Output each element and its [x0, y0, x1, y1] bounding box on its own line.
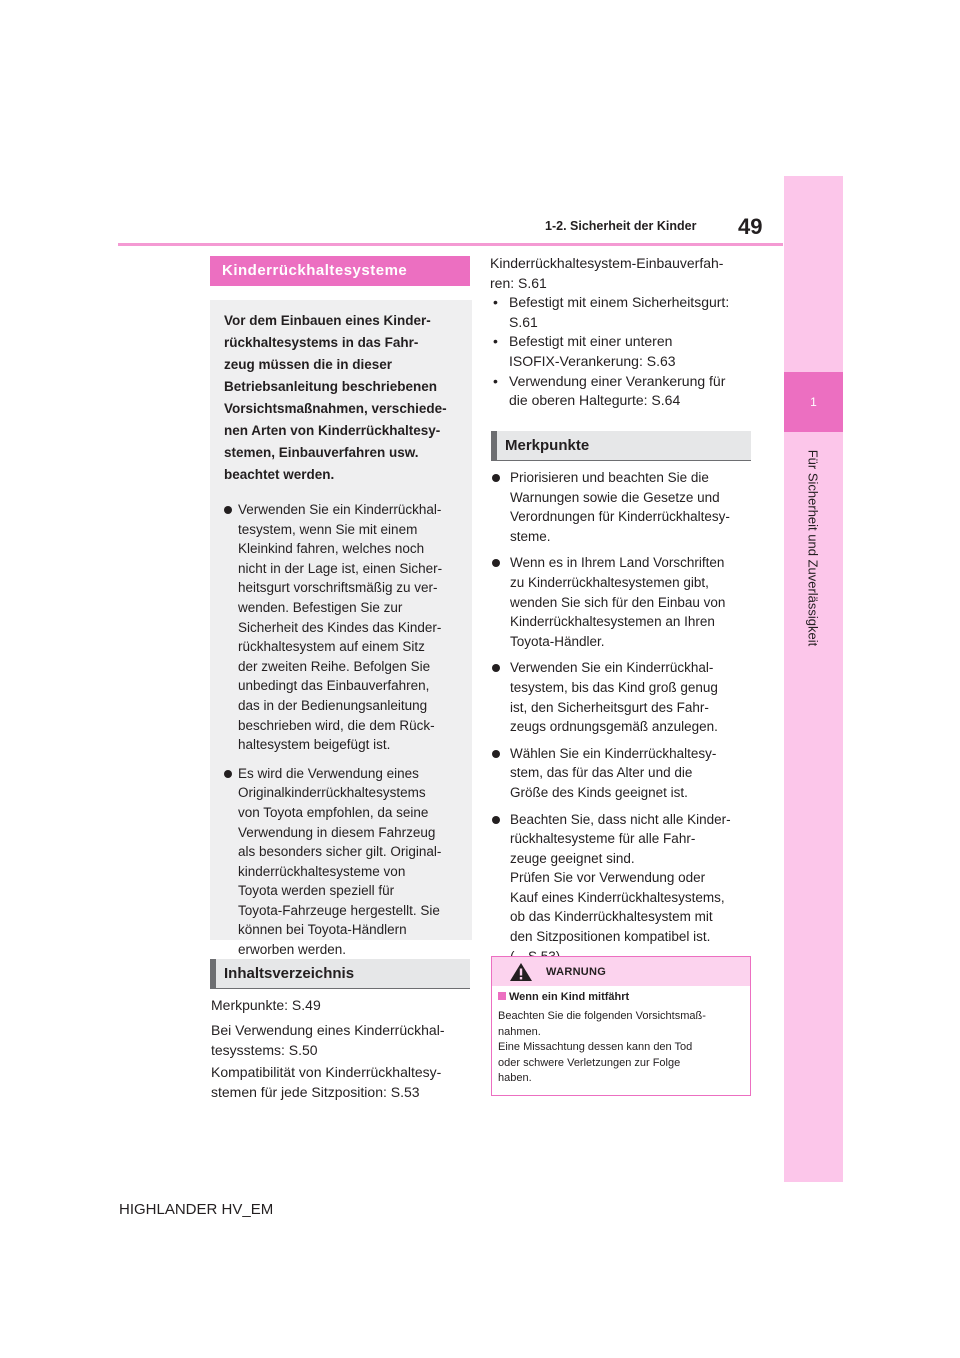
bullet-icon — [224, 506, 232, 514]
list-item: Es wird die Verwendung eines Originalkinderrückhaltesystems von Toyota empfohlen, da seine Verwendung in diesem Fahrzeug als besonders sicher gilt. Original- kinderrückhaltesysteme von Toyota werden speziell für Toyota-Fahrzeuge hergestellt. Sie können bei Toyota-Händlern erworben werden. — [224, 764, 460, 960]
section-title: 1-2. Sicherheit der Kinder — [545, 219, 697, 233]
bullet-icon — [492, 474, 500, 482]
contents-heading: Inhaltsverzeichnis — [210, 959, 470, 989]
bullet-icon — [492, 664, 500, 672]
list-item: Priorisieren und beachten Sie die Warnungen sowie die Gesetze und Verordnungen für Kinderrückhaltesy- steme. — [492, 468, 754, 546]
page-number: 49 — [738, 214, 763, 239]
warning-subheading: Wenn ein Kind mitfährt — [498, 991, 744, 1003]
warning-body — [492, 986, 750, 1087]
install-lead[interactable]: Kinderrückhaltesystem-Einbauverfah- ren: S.61 — [490, 255, 724, 291]
list-item: Verwenden Sie ein Kinderrückhal- tesystem, bis das Kind groß genug ist, den Sicherheitsgurt des Fahr- zeugs ordnungsgemäß anzulegen. — [492, 658, 754, 736]
bullet-mark: • — [493, 333, 498, 350]
merkpunkte-list — [492, 468, 754, 973]
bullet-mark: • — [493, 294, 498, 311]
warning-label: WARNUNG — [546, 966, 607, 978]
list-item: Wenn es in Ihrem Land Vorschriften zu Kinderrückhaltesystemen gibt, wenden Sie sich für den Einbau von Kinderrückhaltesystemen an Ihren Toyota-Händler. — [492, 553, 754, 651]
list-item: Verwenden Sie ein Kinderrückhal- tesystem, wenn Sie mit einem Kleinkind fahren, welches noch nicht in der Lage ist, einen Sicher- heitsgurt vorschriftsmäßig zu ver- wenden. Befestigen Sie zur Sicherheit des Kindes das Kinder- rückhaltesystem auf einem Sitz der zweiten Reihe. Befolgen Sie unbedingt das Einbauverfahren, das in der Bedienungsanleitung beschrieben wird, die dem Rück- haltesystem beigefügt ist. — [224, 500, 460, 755]
list-item: Wählen Sie ein Kinderrückhaltesy- stem, das für das Alter und die Größe des Kinds geeignet ist. — [492, 744, 754, 803]
warning-box — [491, 956, 751, 1096]
warning-header — [492, 957, 750, 986]
intro-bullet-list — [224, 500, 460, 960]
chapter-number: 1 — [784, 372, 843, 432]
install-sub-item[interactable]: • Befestigt mit einer unteren ISOFIX-Verankerung: S.63 — [493, 333, 676, 369]
list-item: Beachten Sie, dass nicht alle Kinder- rückhaltesysteme für alle Fahr- zeuge geeignet sind. Prüfen Sie vor Verwendung oder Kauf eines Kinderrückhaltesystems, ob das Kinderrückhaltesystem mit den Sitzpositionen kompatibel ist. — [492, 810, 754, 967]
chapter-title: Für Sicherheit und Zuverlässigkeit — [805, 449, 821, 647]
square-bullet-icon — [498, 992, 506, 1000]
chapter-side-tab — [784, 176, 843, 1182]
contents-link[interactable]: Merkpunkte: S.49 — [211, 997, 321, 1013]
merkpunkte-heading: Merkpunkte — [491, 431, 751, 461]
warning-text: Beachten Sie die folgenden Vorsichtsmaß- nahmen. Eine Missachtung dessen kann den Tod oder schwere Verletzungen zur Folge haben. — [498, 1010, 706, 1084]
bullet-icon — [224, 770, 232, 778]
bullet-icon — [492, 750, 500, 758]
bullet-mark: • — [493, 372, 498, 389]
warning-triangle-icon — [509, 962, 533, 982]
intro-text: Vor dem Einbauen eines Kinder- rückhaltesystems in das Fahr- zeug müssen die in dieser Betriebsanleitung beschriebenen Vorsichtsmaßnahmen, verschiede- nen Arten von Kinderrückhaltesy- stemen, Einbauverfahren usw. beachtet werden. — [224, 313, 447, 482]
install-methods — [490, 254, 755, 411]
contents-link[interactable]: Kompatibilität von Kinderrückhaltesy- stemen für jede Sitzposition: S.53 — [211, 1064, 442, 1100]
bullet-icon — [492, 559, 500, 567]
header-divider — [118, 243, 783, 246]
install-sub-item[interactable]: • Befestigt mit einem Sicherheitsgurt: S.61 — [493, 294, 730, 330]
intro-box — [210, 300, 472, 958]
footer-model-code: HIGHLANDER HV_EM — [119, 1201, 274, 1218]
bullet-icon — [492, 816, 500, 824]
contents-link[interactable]: Bei Verwendung eines Kinderrückhal- tesysstems: S.50 — [211, 1022, 445, 1058]
topic-title: Kinderrückhaltesysteme — [210, 256, 470, 286]
install-sub-item[interactable]: • Verwendung einer Verankerung für die oberen Haltegurte: S.64 — [493, 372, 726, 409]
